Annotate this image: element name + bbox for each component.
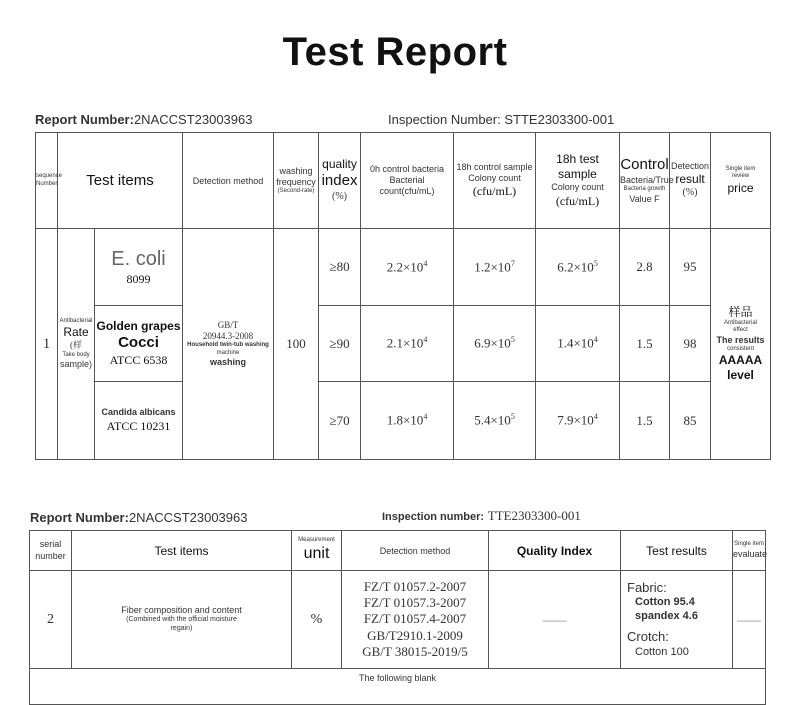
detection-method-list: FZ/T 01057.2-2007 FZ/T 01057.3-2007 FZ/T 01057.4-2007 GB/T2910.1-2009 GB/T 38015-2019/5 [342, 571, 489, 669]
report-number-value: 2NACCST23003963 [133, 112, 253, 127]
sequence-number: 1 [36, 229, 58, 460]
inspection-number-2 [382, 508, 581, 524]
quality-index-value: —— [489, 571, 621, 669]
growth-value: 2.8 [620, 229, 670, 306]
inspection-number-value: TTE2303300-001 [487, 508, 581, 523]
test-items-header: Test items [58, 133, 183, 229]
organism-staph: Golden grapes Cocci ATCC 6538 [95, 306, 183, 382]
fiber-item: Fiber composition and content (Combined with the official moisture regain) [72, 571, 292, 669]
unit-value: % [292, 571, 342, 669]
following-blank-note: The following blank [30, 669, 766, 705]
organism-ecoli: E. coli 8099 [95, 229, 183, 306]
control-18h-header: 18h control sample Colony count (cfu/mL) [454, 133, 536, 229]
test-18h-header: 18h test sample Colony count (cfu/mL) [536, 133, 620, 229]
serial-number-header: serial number [30, 531, 72, 571]
control-18h-value: $5.4\times 10^5$ [454, 382, 536, 460]
detection-method-header: Detection method [342, 531, 489, 571]
report-number-1 [35, 112, 252, 127]
result-value: 95 [670, 229, 711, 306]
footer-row [30, 669, 766, 705]
quality-index-value: ≥80 [319, 229, 361, 306]
table-row [30, 571, 766, 669]
organism-candida: Candida albicans ATCC 10231 [95, 382, 183, 460]
quality-index-value: ≥70 [319, 382, 361, 460]
test-18h-value: $7.9\times 10^4$ [536, 382, 620, 460]
measurement-unit-header: Measurement unit [292, 531, 342, 571]
result-value: 98 [670, 306, 711, 382]
inspection-number-label: Inspection Number: [388, 112, 501, 127]
report-number-label: Report Number: [30, 510, 129, 525]
single-item-header: Single item review price [711, 133, 771, 229]
test-18h-value: $1.4\times 10^4$ [536, 306, 620, 382]
test-items-header: Test items [72, 531, 292, 571]
single-item-evaluate-header: Single item evaluate [733, 531, 766, 571]
table-row [36, 382, 771, 460]
control-0h-header: 0h control bacteria Bacterial count(cfu/mL) [361, 133, 454, 229]
fiber-composition-table [29, 530, 766, 705]
growth-value: 1.5 [620, 382, 670, 460]
control-18h-value: $6.9\times 10^5$ [454, 306, 536, 382]
control-18h-value: $1.2\times 10^7$ [454, 229, 536, 306]
quality-index-header: quality index (%) [319, 133, 361, 229]
control-0h-value: $1.8\times 10^4$ [361, 382, 454, 460]
quality-index-value: ≥90 [319, 306, 361, 382]
result-value: 85 [670, 382, 711, 460]
inspection-number-1 [388, 112, 614, 127]
report-number-label: Report Number: [35, 112, 134, 127]
growth-value: 1.5 [620, 306, 670, 382]
detection-method-header: Detection method [183, 133, 274, 229]
washing-frequency-header: washing frequency (Second-rate) [274, 133, 319, 229]
header-row [36, 133, 771, 229]
test-results-header: Test results [621, 531, 733, 571]
detection-method-value: GB/T 20944.3-2008 Household twin-tub washing machine washing [183, 229, 274, 460]
report-number-value: 2NACCST23003963 [128, 510, 248, 525]
report-number-2 [30, 510, 247, 525]
detection-result-header: Detection result (%) [670, 133, 711, 229]
quality-index-header: Quality Index [489, 531, 621, 571]
table-row [36, 229, 771, 306]
serial-number: 2 [30, 571, 72, 669]
antibacterial-rate-label: Antibacterial Rate (样 Take body sample) [58, 229, 95, 460]
test-18h-value: $6.2\times 10^5$ [536, 229, 620, 306]
single-item-evaluation: 样品 Antibacterial effect The results consistent AAAAA level [711, 229, 771, 460]
inspection-number-label: Inspection number: [382, 511, 485, 523]
header-row [30, 531, 766, 571]
antibacterial-table [35, 132, 771, 460]
table-row [36, 306, 771, 382]
washing-frequency-value: 100 [274, 229, 319, 460]
control-growth-header: Control Bacteria/True Bacteria growth Value F [620, 133, 670, 229]
evaluate-value: —— [733, 571, 766, 669]
inspection-number-value: STTE2303300-001 [504, 112, 615, 127]
control-0h-value: $2.2\times 10^4$ [361, 229, 454, 306]
test-results-value: Fabric: Cotton 95.4 spandex 4.6 Crotch: Cotton 100 [621, 571, 733, 669]
report-title: Test Report [282, 30, 508, 74]
sequence-header: sequence Number [36, 133, 58, 229]
control-0h-value: $2.1\times 10^4$ [361, 306, 454, 382]
